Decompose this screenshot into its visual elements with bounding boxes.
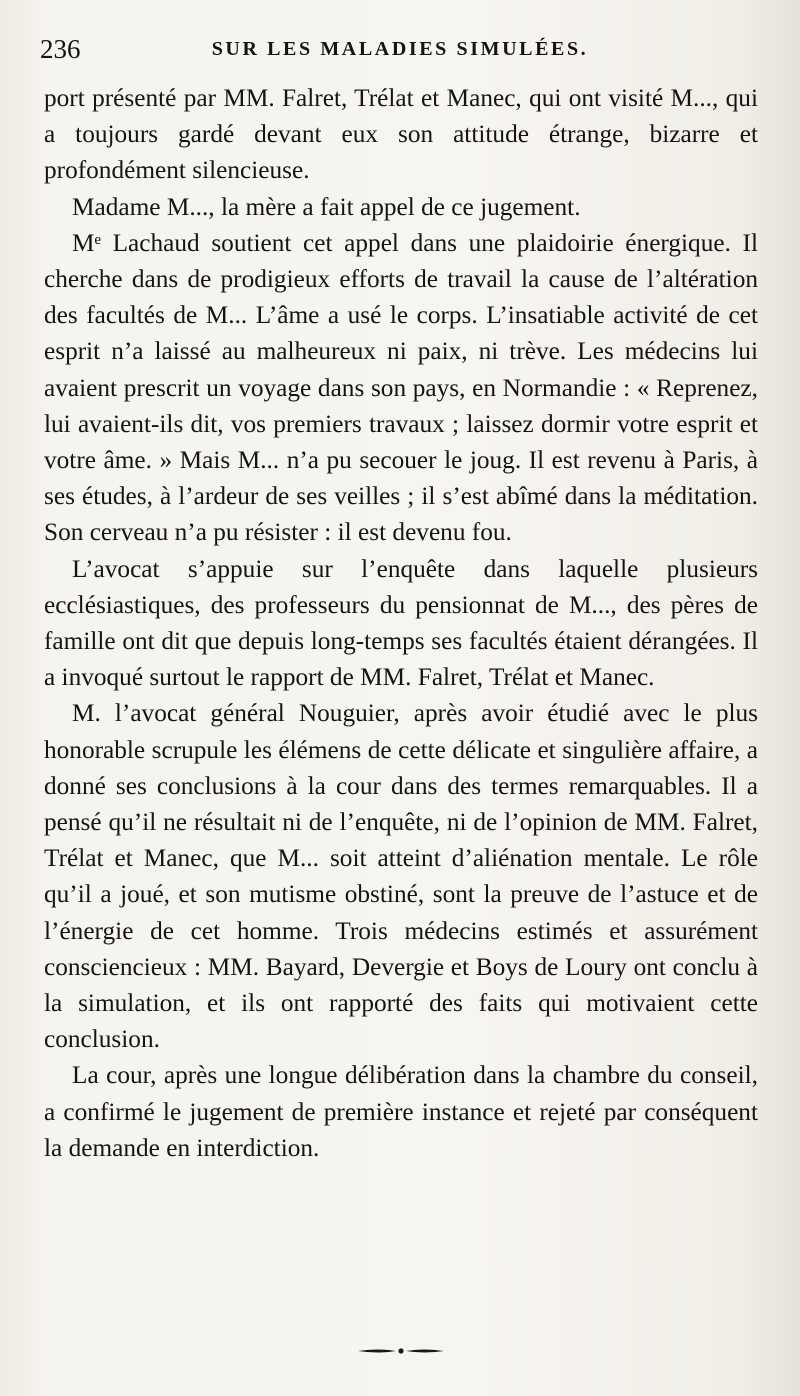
- page-header: [40, 28, 760, 72]
- paragraph-4: L’avocat s’appuie sur l’enquête dans laquelle plusieurs ecclésiastiques, des professeurs du pensionnat de M..., des pères de famille ont dit que depuis long-temps ses facultés étaient dérangées. Il a invoqué surtout le rapport de MM. Falret, Trélat et Manec.: [44, 554, 758, 692]
- paragraph-1: port présenté par MM. Falret, Trélat et Manec, qui ont visité M..., qui a toujours gardé devant eux son attitude étrange, bizarre et profondément silencieuse.: [44, 84, 758, 185]
- running-head: SUR LES MALADIES SIMULÉES.: [211, 38, 589, 60]
- body-text: [44, 80, 758, 1166]
- paragraph-6: La cour, après une longue délibération dans la chambre du conseil, a confirmé le jugement de première instance et rejeté par conséquent la demande en interdiction.: [44, 1061, 758, 1162]
- paragraph-2: Madame M..., la mère a fait appel de ce jugement.: [72, 192, 581, 221]
- paragraph-5: M. l’avocat général Nouguier, après avoir étudié avec le plus honorable scrupule les élémens de cette délicate et singulière affaire, a donné ses conclusions à la cour dans des termes remarquables. Il a pensé qu’il ne résultait ni de l’enquête, ni de l’opinion de MM. Falret, Trélat et Manec, que M... soit atteint d’aliénation mentale. Le rôle qu’il a joué, et son mutisme obstiné, sont la preuve de l’astuce et de l’énergie de cet homme. Trois médecins estimés et assurément consciencieux : MM. Bayard, Devergie et Boys de Loury ont conclu à la simulation, et ils ont rapporté des faits qui motivaient cette conclusion.: [44, 699, 758, 1054]
- page-number: 236: [40, 34, 81, 64]
- section-end-ornament-icon: [356, 1346, 446, 1356]
- paragraph-3: Mᵉ Lachaud soutient cet appel dans une plaidoirie énergique. Il cherche dans de prodigieux efforts de travail la cause de l’altération des facultés de M... L’âme a usé le corps. L’insatiable activité de cet esprit n’a laissé au malheureux ni paix, ni trève. Les médecins lui avaient prescrit un voyage dans son pays, en Normandie : « Reprenez, lui avaient-ils dit, vos premiers travaux ; laissez dormir votre esprit et votre âme. » Mais M... n’a pu secouer le joug. Il est revenu à Paris, à ses études, à l’ardeur de ses veilles ; il s’est abîmé dans la méditation. Son cerveau n’a pu résister : il est devenu fou.: [44, 228, 758, 547]
